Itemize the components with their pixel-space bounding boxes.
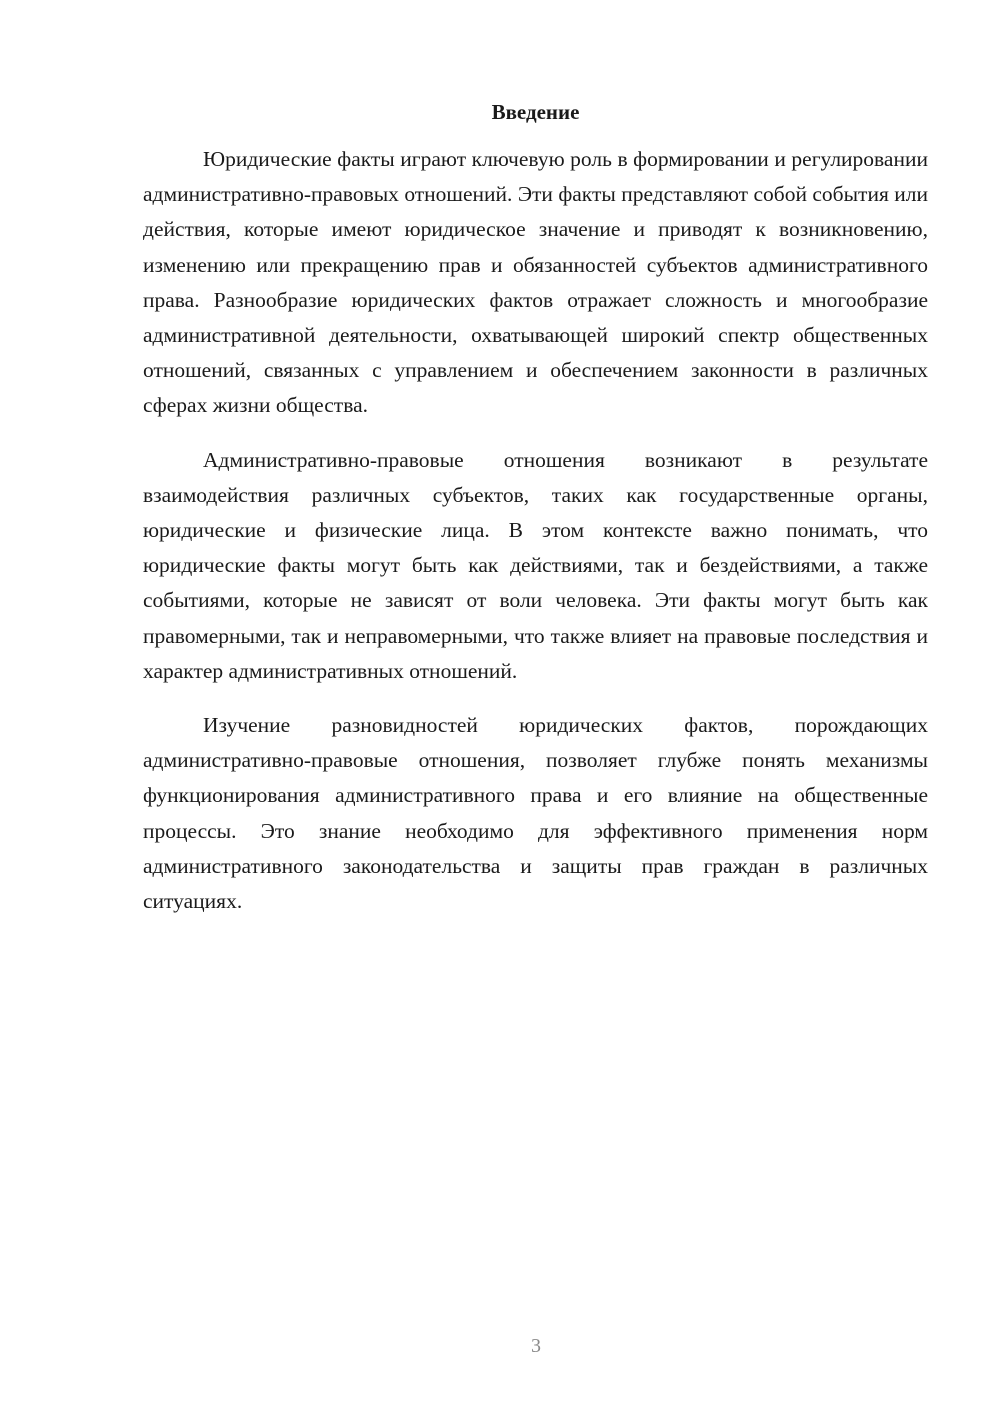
section-title: Введение <box>491 100 580 124</box>
paragraph-1: Юридические факты играют ключевую роль в формировании и регулировании административно-правовых отношений. Эти факты представляют собой события или действия, которые имеют юридическое значение и приводят к возникновению, изменению или прекращению прав и обязанностей субъектов административного права. Разнообразие юридических фактов отражает сложность и многообразие административной деятельности, охватывающей широкий спектр общественных отношений, связанных с управлением и обеспечением законности в различных сферах жизни общества. <box>143 147 928 418</box>
paragraph-2: Административно-правовые отношения возникают в результате взаимодействия различных субъектов, таких как государственные органы, юридические и физические лица. В этом контексте важно понимать, что юридические факты могут быть как действиями, так и бездействиями, а также событиями, которые не зависят от воли человека. Эти факты могут быть как правомерными, так и неправомерными, что также влияет на правовые последствия и характер административных отношений. <box>143 447 928 683</box>
page-number: 3 <box>531 1335 541 1357</box>
paragraph-3: Изучение разновидностей юридических фактов, порождающих административно-правовые отношения, позволяет глубже понять механизмы функционирования административного права и его влияние на общественные процессы. Это знание необходимо для эффективного применения норм административного законодательства и защиты прав граждан в различных ситуациях. <box>143 713 928 914</box>
document-body <box>143 142 928 938</box>
